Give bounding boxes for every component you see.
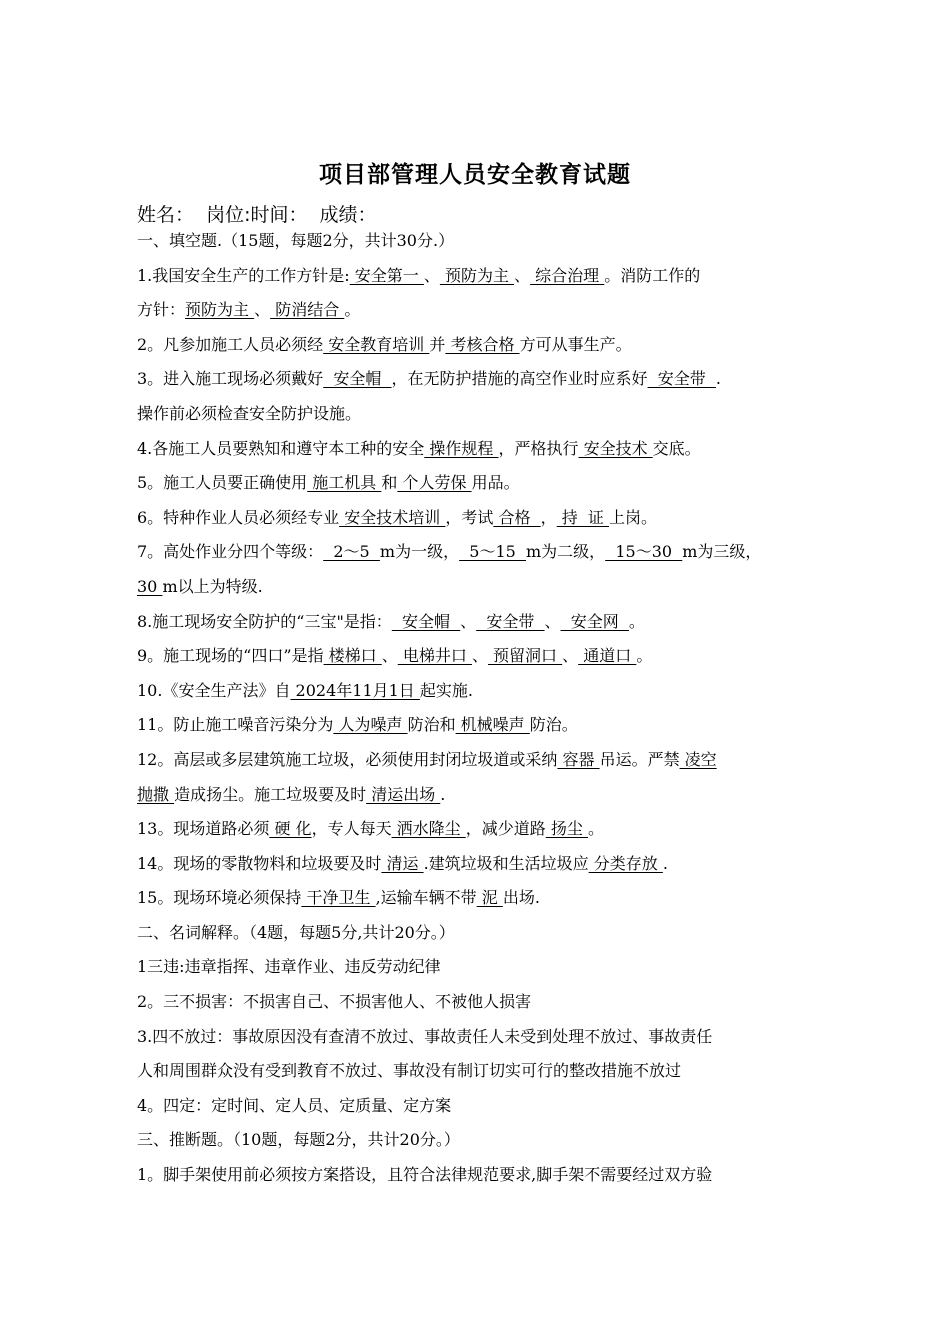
text-line	[137, 1089, 837, 1124]
text-line	[137, 1123, 837, 1158]
filled-answer-blank: 容器	[557, 749, 600, 769]
text-segment: 。	[636, 646, 653, 666]
text-segment: 方可从事生产。	[519, 334, 632, 354]
filled-answer-blank: 清运	[381, 853, 424, 873]
text-segment: 防治。	[529, 715, 578, 735]
filled-answer-blank: 安全技术	[578, 438, 653, 458]
text-segment: ，减少道路	[465, 819, 546, 839]
text-line	[137, 397, 837, 432]
filled-answer-blank: 施工机具	[307, 473, 382, 493]
text-line	[137, 224, 837, 259]
text-segment: 用品。	[471, 473, 520, 493]
candidate-info-line: 姓名： 岗位:时间： 成绩：	[137, 204, 377, 226]
text-segment: 三、推断题。（10题，每题2分，共计20分。）	[137, 1130, 460, 1150]
text-segment: 。消防工作的	[604, 265, 701, 285]
text-segment: 1三违:违章指挥、违章作业、违反劳动纪律	[137, 957, 441, 977]
filled-answer-blank: 电梯井口	[397, 646, 472, 666]
filled-answer-blank: 扬尘	[545, 819, 588, 839]
text-segment: 、	[254, 300, 271, 320]
text-line	[137, 778, 837, 813]
text-segment: .	[440, 784, 446, 804]
text-line	[137, 881, 837, 916]
filled-answer-blank: 干净卫生	[301, 888, 376, 908]
text-segment: 一、填空题.（15题，每题2分，共计30分.）	[137, 231, 455, 250]
filled-answer-blank: 2024年11月1日	[290, 680, 420, 700]
filled-answer-blank: 预防为主	[439, 265, 515, 285]
text-segment: 14。现场的零散物料和垃圾要及时	[137, 853, 382, 873]
text-segment: 出场.	[502, 888, 540, 908]
text-line	[137, 535, 837, 570]
text-segment: .	[662, 853, 668, 873]
text-line	[137, 639, 837, 674]
filled-answer-blank: 硬 化	[269, 819, 312, 839]
text-segment: .建筑垃圾和生活垃圾应	[423, 853, 589, 873]
text-segment: 造成扬尘。施工垃圾要及时	[174, 784, 367, 804]
filled-answer-blank: 通道口	[578, 646, 637, 666]
text-line	[137, 743, 837, 778]
filled-answer-blank: 安全第一	[349, 265, 424, 285]
text-line	[137, 432, 837, 467]
text-segment: 、	[562, 646, 579, 666]
filled-answer-blank: 安全带	[476, 611, 545, 631]
text-segment: 15。现场环境必须保持	[137, 888, 302, 908]
text-segment: 。	[628, 611, 645, 631]
text-segment: 起实施.	[419, 680, 473, 700]
text-segment: m为一级，	[379, 542, 460, 562]
text-segment: 2。三不损害：不损害自己、不损害他人、不被他人损害	[137, 992, 532, 1012]
text-line	[137, 293, 837, 328]
filled-answer-blank: 持 证	[556, 507, 610, 527]
filled-answer-blank: 预防为主	[185, 300, 255, 320]
text-line	[137, 985, 837, 1020]
text-segment: ，专人每天	[311, 819, 392, 839]
text-segment: ,运输车辆不带	[375, 888, 477, 908]
text-segment: 防治和	[407, 715, 456, 735]
filled-answer-blank: 洒水降尘	[391, 819, 466, 839]
document-title: 项目部管理人员安全教育试题	[319, 162, 631, 188]
filled-answer-blank: 分类存放	[588, 853, 663, 873]
filled-answer-blank: 抛撒	[137, 784, 175, 804]
text-segment: 并	[429, 334, 446, 354]
text-segment: 5。施工人员要正确使用	[137, 473, 308, 493]
text-segment: 4.各施工人员要熟知和遵守本工种的安全	[137, 438, 425, 458]
text-segment: 9。施工现场的“四口”是指	[137, 646, 324, 666]
text-segment: 8.施工现场安全防护的“三宝"是指：	[137, 611, 392, 631]
text-line	[137, 605, 837, 640]
text-line	[137, 674, 837, 709]
text-segment: 、	[460, 611, 477, 631]
filled-answer-blank: 15～30	[605, 542, 683, 562]
text-line	[137, 259, 837, 294]
filled-answer-blank: 机械噪声	[455, 715, 530, 735]
filled-answer-blank: 个人劳保	[397, 473, 472, 493]
text-segment: ，在无防护措施的高空作业时应系好	[391, 369, 648, 389]
text-segment: 二、名词解释。（4题，每题5分,共计20分。）	[137, 922, 455, 942]
text-segment: 。	[587, 819, 604, 839]
filled-answer-blank: 安全技术培训	[339, 507, 446, 527]
filled-answer-blank: 5～15	[459, 542, 526, 562]
filled-answer-blank: 安全帽	[391, 611, 461, 631]
text-line	[137, 328, 837, 363]
filled-answer-blank: 30	[137, 576, 163, 596]
filled-answer-blank: 预留洞口	[487, 646, 563, 666]
text-segment: .	[715, 369, 722, 389]
text-segment: 12。高层或多层建筑施工垃圾，必须使用封闭垃圾道或采纳	[137, 749, 558, 769]
text-line	[137, 466, 837, 501]
text-line	[137, 1158, 837, 1193]
text-segment: 操作前必须检查安全防护设施。	[137, 403, 362, 423]
text-segment: 1.我国安全生产的工作方针是:	[137, 265, 350, 285]
text-segment: 3。进入施工现场必须戴好	[137, 369, 324, 389]
filled-answer-blank: 2～5	[323, 542, 380, 562]
text-line	[137, 950, 837, 985]
text-segment: 、	[514, 265, 531, 285]
text-line	[137, 501, 837, 536]
text-segment: 、	[423, 265, 440, 285]
text-segment: 、	[381, 646, 398, 666]
text-line	[137, 570, 837, 605]
filled-answer-blank: 安全网	[560, 611, 629, 631]
text-segment: 4。四定：定时间、定人员、定质量、定方案	[137, 1095, 452, 1115]
text-segment: 吊运。严禁	[599, 749, 680, 769]
filled-answer-blank: 操作规程	[424, 438, 499, 458]
filled-answer-blank: 人为噪声	[333, 715, 408, 735]
text-segment: 7。高处作业分四个等级：	[137, 542, 324, 562]
text-segment: 11。防止施工噪音污染分为	[137, 715, 334, 735]
text-segment: 2。凡参加施工人员必须经	[137, 334, 324, 354]
filled-answer-blank: 安全教育培训	[323, 334, 430, 354]
text-segment: ，严格执行	[498, 438, 579, 458]
text-segment: 3.四不放过：事故原因没有查清不放过、事故责任人未受到处理不放过、事故责任	[137, 1026, 713, 1046]
text-line	[137, 916, 837, 951]
text-segment: 和	[381, 473, 398, 493]
text-line	[137, 708, 837, 743]
filled-answer-blank: 安全带	[647, 369, 716, 389]
text-segment: 人和周围群众没有受到教育不放过、事故没有制订切实可行的整改措施不放过	[137, 1061, 682, 1081]
filled-answer-blank: 防消结合	[270, 300, 345, 320]
filled-answer-blank: 考核合格	[445, 334, 520, 354]
filled-answer-blank: 综合治理	[530, 265, 605, 285]
text-segment: ，	[540, 507, 557, 527]
text-segment: m为三级，	[682, 542, 762, 562]
text-segment: m以上为特级.	[162, 576, 263, 596]
filled-answer-blank: 合格	[493, 507, 541, 527]
text-segment: m为二级，	[525, 542, 606, 562]
text-line	[137, 1020, 837, 1055]
text-segment: 交底。	[652, 438, 701, 458]
text-segment: 10.《安全生产法》自	[137, 680, 291, 700]
text-segment: 1。脚手架使用前必须按方案搭设，且符合法律规范要求,脚手架不需要经过双方验	[137, 1165, 713, 1185]
text-segment: 上岗。	[609, 507, 658, 527]
text-line	[137, 362, 837, 397]
text-segment: 方针：	[137, 300, 186, 320]
filled-answer-blank: 凌空	[679, 749, 717, 769]
filled-answer-blank: 清运出场	[366, 784, 441, 804]
text-segment: ，考试	[445, 507, 494, 527]
text-segment: 。	[344, 300, 361, 320]
filled-answer-blank: 泥	[476, 888, 503, 908]
filled-answer-blank: 安全帽	[323, 369, 392, 389]
text-line	[137, 847, 837, 882]
text-line	[137, 812, 837, 847]
text-segment: 、	[544, 611, 561, 631]
text-line	[137, 1054, 837, 1089]
text-segment: 6。特种作业人员必须经专业	[137, 507, 340, 527]
text-segment: 13。现场道路必须	[137, 819, 270, 839]
filled-answer-blank: 楼梯口	[323, 646, 382, 666]
text-segment: 、	[471, 646, 488, 666]
document-body	[137, 224, 837, 1193]
